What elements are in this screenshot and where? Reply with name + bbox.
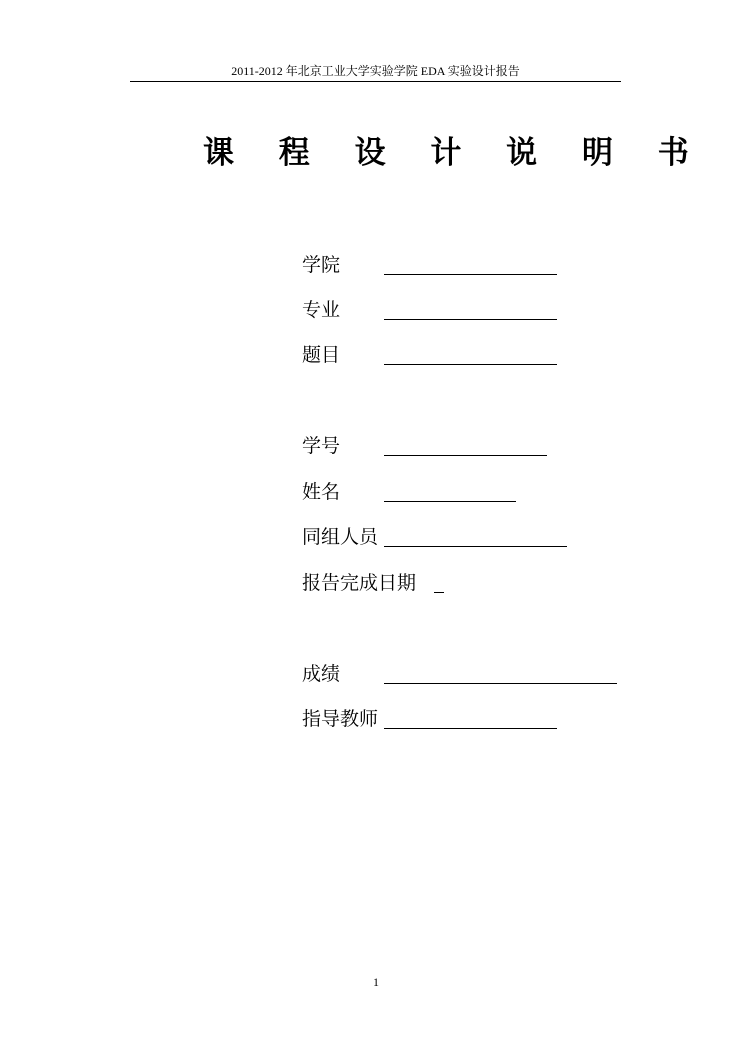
- field-student-id-blank: [384, 455, 547, 456]
- field-topic-blank: [384, 364, 557, 365]
- page-number: 1: [373, 975, 379, 989]
- page-header-text: 2011-2012 年北京工业大学实验学院 EDA 实验设计报告: [231, 64, 520, 78]
- field-college-label: 学院: [302, 254, 341, 276]
- document-title: 课 程 设 计 说 明 书: [203, 135, 706, 171]
- field-advisor-blank: [384, 728, 557, 729]
- field-group-members-blank: [384, 546, 567, 547]
- field-report-date-blank: [434, 592, 444, 593]
- field-major-blank: [384, 319, 557, 320]
- field-report-date-label: 报告完成日期: [302, 572, 417, 594]
- field-name-label: 姓名: [302, 481, 341, 503]
- field-group-members-label: 同组人员: [302, 526, 379, 548]
- header-rule: [130, 81, 621, 82]
- field-college-blank: [384, 274, 557, 275]
- field-grade-blank: [384, 683, 617, 684]
- field-name-blank: [384, 501, 516, 502]
- field-student-id-label: 学号: [302, 435, 341, 457]
- field-major-label: 专业: [302, 299, 341, 321]
- field-topic-label: 题目: [302, 344, 341, 366]
- field-grade-label: 成绩: [302, 663, 341, 685]
- field-advisor-label: 指导教师: [302, 708, 379, 730]
